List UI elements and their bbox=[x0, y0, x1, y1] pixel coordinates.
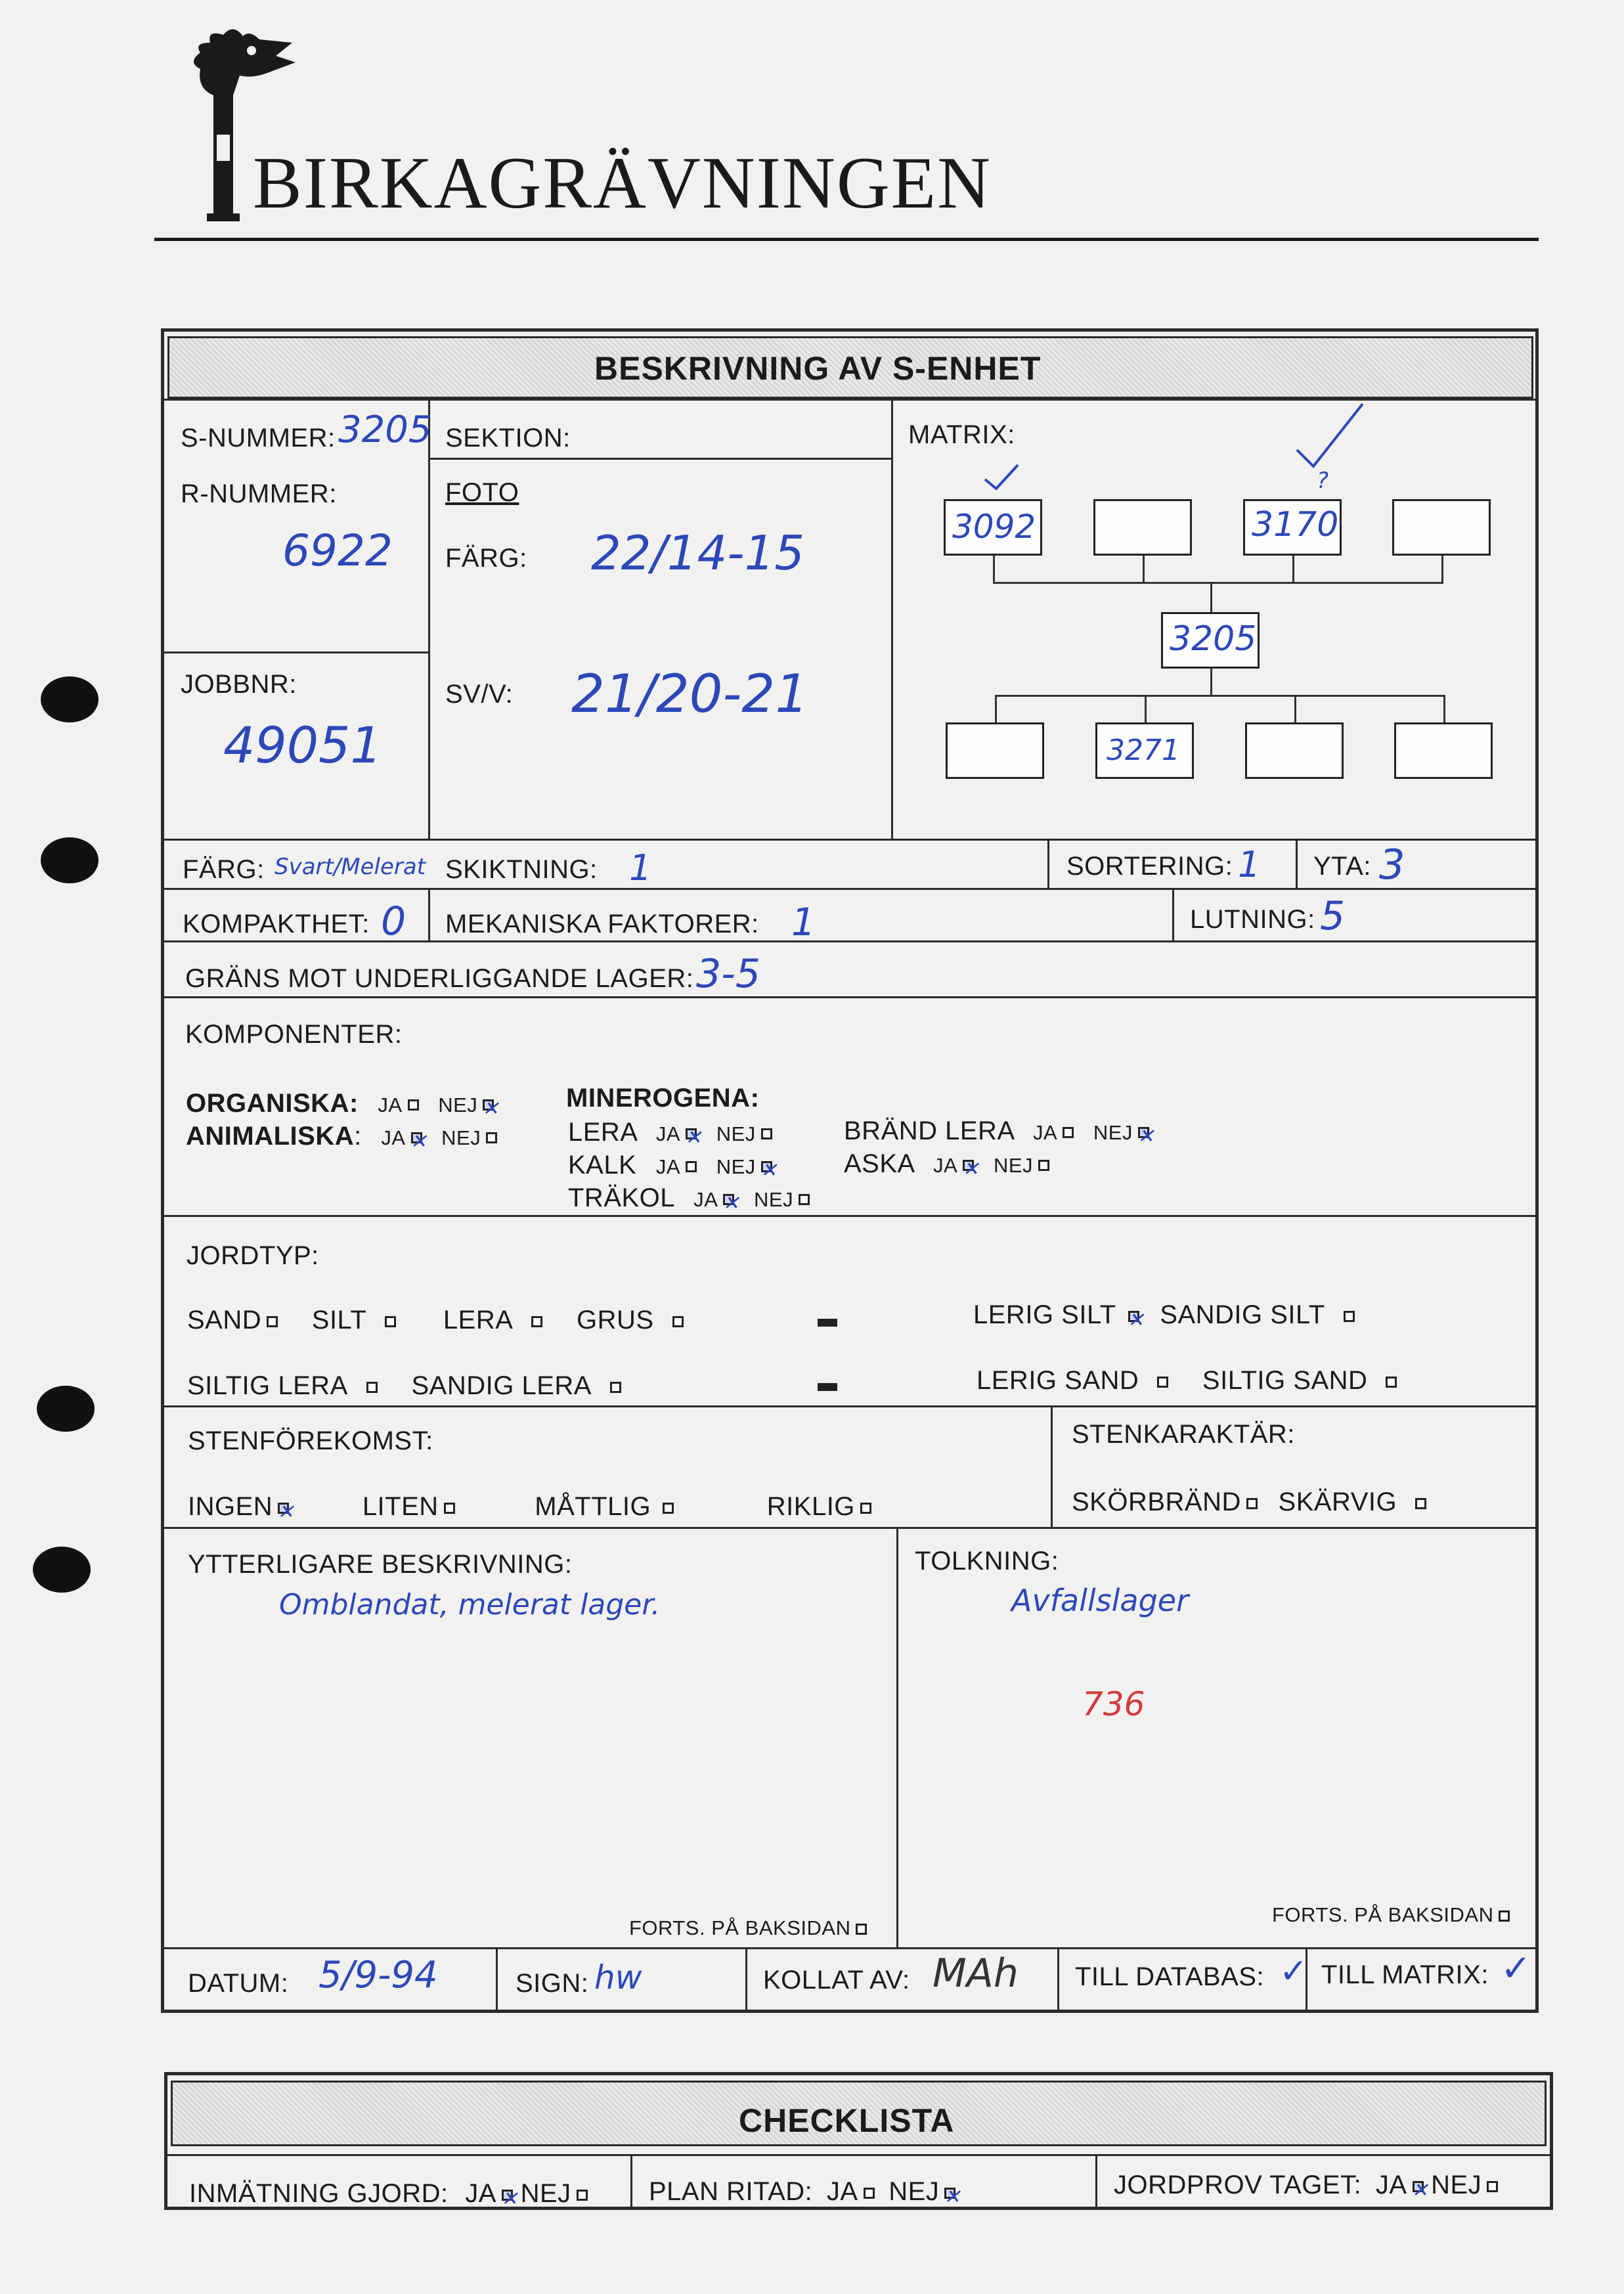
sandig-lera-label: SANDIG LERA bbox=[411, 1371, 592, 1400]
aska-nej-checkbox[interactable] bbox=[1038, 1160, 1049, 1171]
trakol-ja-checkbox[interactable] bbox=[723, 1194, 734, 1205]
nej-label: NEJ bbox=[754, 1188, 794, 1211]
ja-label: JA bbox=[381, 1126, 406, 1149]
mekaniska-label: MEKANISKA FAKTORER: bbox=[445, 910, 759, 938]
skiktning-label: SKIKTNING: bbox=[445, 855, 598, 884]
col-line bbox=[496, 1947, 498, 2010]
kalk-label: KALK bbox=[568, 1151, 637, 1180]
nej-label: NEJ bbox=[716, 1155, 756, 1178]
plan-row bbox=[649, 2177, 955, 2207]
redaction-mark bbox=[818, 1319, 837, 1327]
grans-value[interactable]: 3-5 bbox=[696, 951, 760, 997]
col-line bbox=[1047, 839, 1049, 888]
inmatning-label: INMÄTNING GJORD: bbox=[189, 2179, 449, 2208]
ja-label: JA bbox=[655, 1122, 681, 1145]
till-matrix-label: TILL MATRIX: bbox=[1321, 1960, 1489, 1989]
row-line bbox=[164, 1947, 1537, 1949]
lerig-silt-checkbox[interactable] bbox=[1128, 1311, 1139, 1322]
yta-label: YTA: bbox=[1313, 852, 1371, 881]
checklista-title: CHECKLISTA bbox=[739, 2102, 955, 2139]
sand-label: SAND bbox=[187, 1306, 262, 1334]
till-databas-value[interactable]: ✓ bbox=[1279, 1952, 1308, 1991]
datum-label: DATUM: bbox=[188, 1969, 289, 1998]
matrix-connector bbox=[1210, 582, 1212, 612]
matrix-connector bbox=[1294, 695, 1296, 722]
col-line bbox=[1095, 2154, 1097, 2208]
lera-nej-checkbox[interactable] bbox=[761, 1128, 772, 1139]
stenforekomst-label: STENFÖREKOMST: bbox=[188, 1426, 433, 1455]
r-nummer-label: R-NUMMER: bbox=[181, 479, 337, 508]
jordtyp-row-1 bbox=[187, 1306, 684, 1335]
r-nummer-value[interactable]: 6922 bbox=[282, 525, 393, 576]
animaliska-label: ANIMALISKA bbox=[186, 1122, 355, 1151]
form-title: BESKRIVNING AV S-ENHET bbox=[594, 350, 1042, 387]
stenforekomst-row bbox=[188, 1492, 871, 1522]
komponenter-label: KOMPONENTER: bbox=[185, 1020, 403, 1049]
ingen-checkbox[interactable] bbox=[278, 1503, 289, 1514]
matrix-box-top-4[interactable] bbox=[1392, 499, 1491, 556]
jordprov-label: JORDPROV TAGET: bbox=[1114, 2171, 1362, 2199]
jobbnr-label: JOBBNR: bbox=[181, 670, 297, 699]
redaction-mark bbox=[818, 1383, 837, 1391]
punch-hole bbox=[33, 1547, 91, 1593]
ja-label: JA bbox=[826, 2177, 858, 2206]
punch-hole bbox=[41, 837, 99, 883]
kalk-nej-checkbox[interactable] bbox=[761, 1161, 772, 1172]
grus-label: GRUS bbox=[577, 1306, 654, 1334]
jordtyp-row-1-right bbox=[973, 1300, 1355, 1330]
plan-nej-checkbox[interactable] bbox=[944, 2188, 955, 2199]
lerig-silt-label: LERIG SILT bbox=[973, 1300, 1116, 1329]
sortering-value[interactable]: 1 bbox=[1238, 844, 1261, 885]
stenkaraktar-row bbox=[1072, 1488, 1426, 1517]
ytterligare-forts-label: FORTS. PÅ BAKSIDAN bbox=[629, 1916, 867, 1940]
mattlig-checkbox[interactable] bbox=[663, 1503, 674, 1514]
row-line bbox=[164, 888, 1537, 890]
trakol-nej-checkbox[interactable] bbox=[799, 1194, 810, 1205]
svv-label: SV/V: bbox=[445, 680, 514, 709]
matrix-connector bbox=[1443, 695, 1445, 722]
row-line bbox=[167, 2154, 1550, 2156]
tolkning-red-note: 736 bbox=[1082, 1685, 1145, 1723]
lutning-label: LUTNING: bbox=[1190, 905, 1315, 934]
col-line bbox=[1057, 1947, 1059, 2010]
matrix-box-bottom-3[interactable] bbox=[1245, 722, 1344, 779]
inmatning-nej-checkbox[interactable] bbox=[577, 2190, 588, 2201]
nej-label: NEJ bbox=[438, 1093, 478, 1116]
farg-value[interactable]: Svart/Melerat bbox=[274, 854, 426, 880]
check-mark-icon bbox=[982, 460, 1021, 493]
punch-hole bbox=[37, 1386, 95, 1432]
matrix-connector bbox=[1143, 556, 1145, 583]
lera-label: LERA bbox=[568, 1118, 637, 1147]
ja-label: JA bbox=[693, 1188, 718, 1211]
nej-label: NEJ bbox=[993, 1154, 1034, 1177]
kompakthet-value[interactable]: 0 bbox=[381, 898, 406, 944]
plan-ja-checkbox[interactable] bbox=[864, 2188, 875, 2199]
jordtyp-row-2 bbox=[187, 1371, 621, 1401]
col-line bbox=[745, 1947, 747, 2010]
riklig-checkbox[interactable] bbox=[860, 1503, 871, 1514]
animaliska-nej-checkbox[interactable] bbox=[486, 1132, 497, 1143]
sign-label: SIGN: bbox=[516, 1969, 589, 1998]
matrix-label: MATRIX: bbox=[908, 420, 1015, 449]
jordprov-nej-checkbox[interactable] bbox=[1487, 2181, 1498, 2192]
nej-label: NEJ bbox=[889, 2177, 940, 2206]
kollat-value[interactable]: MAh bbox=[933, 1951, 1019, 1996]
datum-value[interactable]: 5/9-94 bbox=[318, 1954, 438, 1996]
organiska-row bbox=[186, 1089, 494, 1118]
row-line bbox=[164, 940, 1537, 942]
lera-row bbox=[568, 1118, 772, 1147]
brand-lera-ja-checkbox[interactable] bbox=[1063, 1127, 1074, 1138]
lutning-value[interactable]: 5 bbox=[1320, 893, 1346, 939]
nej-label: NEJ bbox=[441, 1126, 481, 1149]
mattlig-label: MÅTTLIG bbox=[535, 1492, 651, 1521]
check-mark-icon bbox=[1294, 401, 1366, 473]
skarvig-checkbox[interactable] bbox=[1415, 1498, 1426, 1509]
tolkning-forts-checkbox[interactable] bbox=[1499, 1910, 1510, 1922]
row-line bbox=[164, 1527, 1537, 1529]
svv-value[interactable]: 21/20-21 bbox=[571, 663, 809, 724]
minerogena-label: MINEROGENA: bbox=[566, 1084, 760, 1113]
app-title: BIRKAGRÄVNINGEN bbox=[253, 143, 992, 224]
foto-farg-value[interactable]: 22/14-15 bbox=[591, 525, 805, 581]
siltig-lera-label: SILTIG LERA bbox=[187, 1371, 348, 1400]
grus-checkbox[interactable] bbox=[672, 1316, 684, 1327]
tolkning-forts-label: FORTS. PÅ BAKSIDAN bbox=[1272, 1903, 1510, 1927]
nej-label: NEJ bbox=[520, 2179, 571, 2208]
matrix-question-mark: ? bbox=[1317, 468, 1329, 494]
skiktning-value[interactable]: 1 bbox=[629, 847, 652, 889]
lera-label: LERA bbox=[443, 1306, 514, 1334]
s-nummer-label: S-NUMMER: bbox=[181, 424, 336, 452]
aska-row bbox=[844, 1149, 1049, 1179]
ja-label: JA bbox=[378, 1093, 403, 1116]
aska-label: ASKA bbox=[844, 1149, 914, 1178]
foto-label: FOTO bbox=[445, 478, 519, 507]
riklig-label: RIKLIG bbox=[766, 1492, 855, 1521]
matrix-connector bbox=[993, 582, 1443, 584]
row-line bbox=[164, 651, 428, 653]
farg-label: FÄRG: bbox=[183, 855, 265, 884]
tolkning-label: TOLKNING: bbox=[915, 1547, 1059, 1576]
ytterligare-value[interactable]: Omblandat, melerat lager. bbox=[279, 1588, 661, 1621]
siltig-sand-label: SILTIG SAND bbox=[1202, 1366, 1368, 1395]
col-line bbox=[891, 399, 893, 839]
ingen-label: INGEN bbox=[188, 1492, 273, 1521]
inmatning-row bbox=[189, 2179, 588, 2209]
ja-label: JA bbox=[655, 1155, 681, 1178]
stenkaraktar-label: STENKARAKTÄR: bbox=[1072, 1420, 1295, 1449]
row-line bbox=[164, 996, 1537, 998]
sign-value[interactable]: hw bbox=[594, 1958, 642, 1996]
yta-value[interactable]: 3 bbox=[1379, 841, 1405, 889]
siltig-lera-checkbox[interactable] bbox=[366, 1382, 378, 1393]
sandig-lera-checkbox[interactable] bbox=[610, 1382, 621, 1393]
brand-lera-nej-checkbox[interactable] bbox=[1138, 1127, 1149, 1138]
lera-ja-checkbox[interactable] bbox=[686, 1128, 697, 1139]
matrix-box-bottom-4[interactable] bbox=[1394, 722, 1493, 779]
row-line bbox=[164, 1405, 1537, 1407]
skorbrand-label: SKÖRBRÄND bbox=[1072, 1488, 1241, 1516]
skorbrand-checkbox[interactable] bbox=[1246, 1498, 1258, 1509]
sand-checkbox[interactable] bbox=[267, 1316, 278, 1327]
brand-lera-row bbox=[844, 1116, 1149, 1146]
ytterligare-forts-checkbox[interactable] bbox=[856, 1924, 867, 1935]
kalk-ja-checkbox[interactable] bbox=[686, 1161, 697, 1172]
matrix-connector bbox=[995, 695, 1445, 697]
col-line bbox=[428, 399, 430, 839]
jordtyp-row-2-right bbox=[977, 1366, 1397, 1396]
header-rule bbox=[154, 238, 1539, 241]
matrix-box-center[interactable]: 3205 bbox=[1161, 612, 1260, 669]
ja-label: JA bbox=[1033, 1121, 1058, 1144]
row-line bbox=[428, 458, 891, 460]
brand-lera-label: BRÄND LERA bbox=[844, 1116, 1014, 1145]
organiska-label: ORGANISKA: bbox=[186, 1089, 359, 1118]
animaliska-row: ANIMALISKA: JA✕ NEJ bbox=[186, 1122, 497, 1151]
ytterligare-label: YTTERLIGARE BESKRIVNING: bbox=[188, 1550, 573, 1579]
liten-checkbox[interactable] bbox=[444, 1503, 455, 1514]
siltig-sand-checkbox[interactable] bbox=[1386, 1377, 1397, 1388]
plan-label: PLAN RITAD: bbox=[649, 2177, 813, 2206]
col-line bbox=[1296, 839, 1298, 888]
lerig-sand-checkbox[interactable] bbox=[1157, 1377, 1168, 1388]
matrix-connector bbox=[1292, 556, 1294, 583]
silt-checkbox[interactable] bbox=[385, 1316, 396, 1327]
s-nummer-value[interactable]: 3205 bbox=[338, 408, 432, 451]
sandig-silt-checkbox[interactable] bbox=[1344, 1311, 1355, 1322]
organiska-ja-checkbox[interactable] bbox=[408, 1099, 419, 1111]
mekaniska-value[interactable]: 1 bbox=[791, 900, 816, 944]
kalk-row bbox=[568, 1151, 772, 1180]
organiska-nej-checkbox[interactable] bbox=[483, 1099, 494, 1111]
jordprov-ja-checkbox[interactable] bbox=[1413, 2181, 1424, 2192]
trakol-label: TRÄKOL bbox=[568, 1183, 674, 1212]
skarvig-label: SKÄRVIG bbox=[1278, 1488, 1397, 1516]
inmatning-ja-checkbox[interactable] bbox=[502, 2190, 513, 2201]
col-line bbox=[896, 1527, 898, 1947]
matrix-box-top-1[interactable]: 3092 bbox=[944, 499, 1042, 556]
sandig-silt-label: SANDIG SILT bbox=[1160, 1300, 1325, 1329]
matrix-connector bbox=[1210, 669, 1212, 696]
kollat-label: KOLLAT AV: bbox=[763, 1966, 910, 1995]
matrix-connector bbox=[993, 556, 995, 583]
ja-label: JA bbox=[1375, 2171, 1407, 2199]
grans-label: GRÄNS MOT UNDERLIGGANDE LAGER: bbox=[185, 964, 694, 993]
tolkning-value[interactable]: Avfallslager bbox=[1011, 1583, 1189, 1618]
foto-farg-label: FÄRG: bbox=[445, 544, 527, 573]
nej-label: NEJ bbox=[1093, 1121, 1133, 1144]
sektion-label: SEKTION: bbox=[445, 424, 571, 452]
matrix-connector bbox=[995, 695, 997, 722]
col-line bbox=[1172, 888, 1174, 940]
till-matrix-value[interactable]: ✓ bbox=[1501, 1947, 1531, 1990]
matrix-box-bottom-1[interactable] bbox=[946, 722, 1044, 779]
col-line bbox=[428, 888, 430, 940]
nej-label: NEJ bbox=[716, 1122, 756, 1145]
kompakthet-label: KOMPAKTHET: bbox=[183, 910, 370, 938]
liten-label: LITEN bbox=[362, 1492, 439, 1521]
jordprov-row bbox=[1114, 2171, 1498, 2200]
punch-hole bbox=[41, 676, 99, 722]
sortering-label: SORTERING: bbox=[1066, 852, 1233, 881]
aska-ja-checkbox[interactable] bbox=[963, 1160, 974, 1171]
jobbnr-value[interactable]: 49051 bbox=[223, 716, 382, 774]
matrix-box-top-2[interactable] bbox=[1093, 499, 1192, 556]
matrix-box-bottom-2[interactable]: 3271 bbox=[1095, 722, 1194, 779]
till-databas-label: TILL DATABAS: bbox=[1075, 1962, 1265, 1991]
col-line bbox=[630, 2154, 632, 2208]
matrix-connector bbox=[1145, 695, 1147, 722]
animaliska-ja-checkbox[interactable] bbox=[411, 1132, 422, 1143]
matrix-connector bbox=[1441, 556, 1443, 583]
lera-checkbox[interactable] bbox=[531, 1316, 542, 1327]
row-line bbox=[164, 1215, 1537, 1217]
ja-label: JA bbox=[933, 1154, 958, 1177]
silt-label: SILT bbox=[311, 1306, 367, 1334]
trakol-row bbox=[568, 1183, 810, 1213]
matrix-box-top-3[interactable]: 3170 bbox=[1243, 499, 1342, 556]
ja-label: JA bbox=[465, 2179, 496, 2208]
jordtyp-label: JORDTYP: bbox=[187, 1241, 319, 1270]
lerig-sand-label: LERIG SAND bbox=[977, 1366, 1139, 1395]
row-line bbox=[164, 839, 1537, 841]
nej-label: NEJ bbox=[1431, 2171, 1482, 2199]
col-line bbox=[1051, 1405, 1053, 1527]
